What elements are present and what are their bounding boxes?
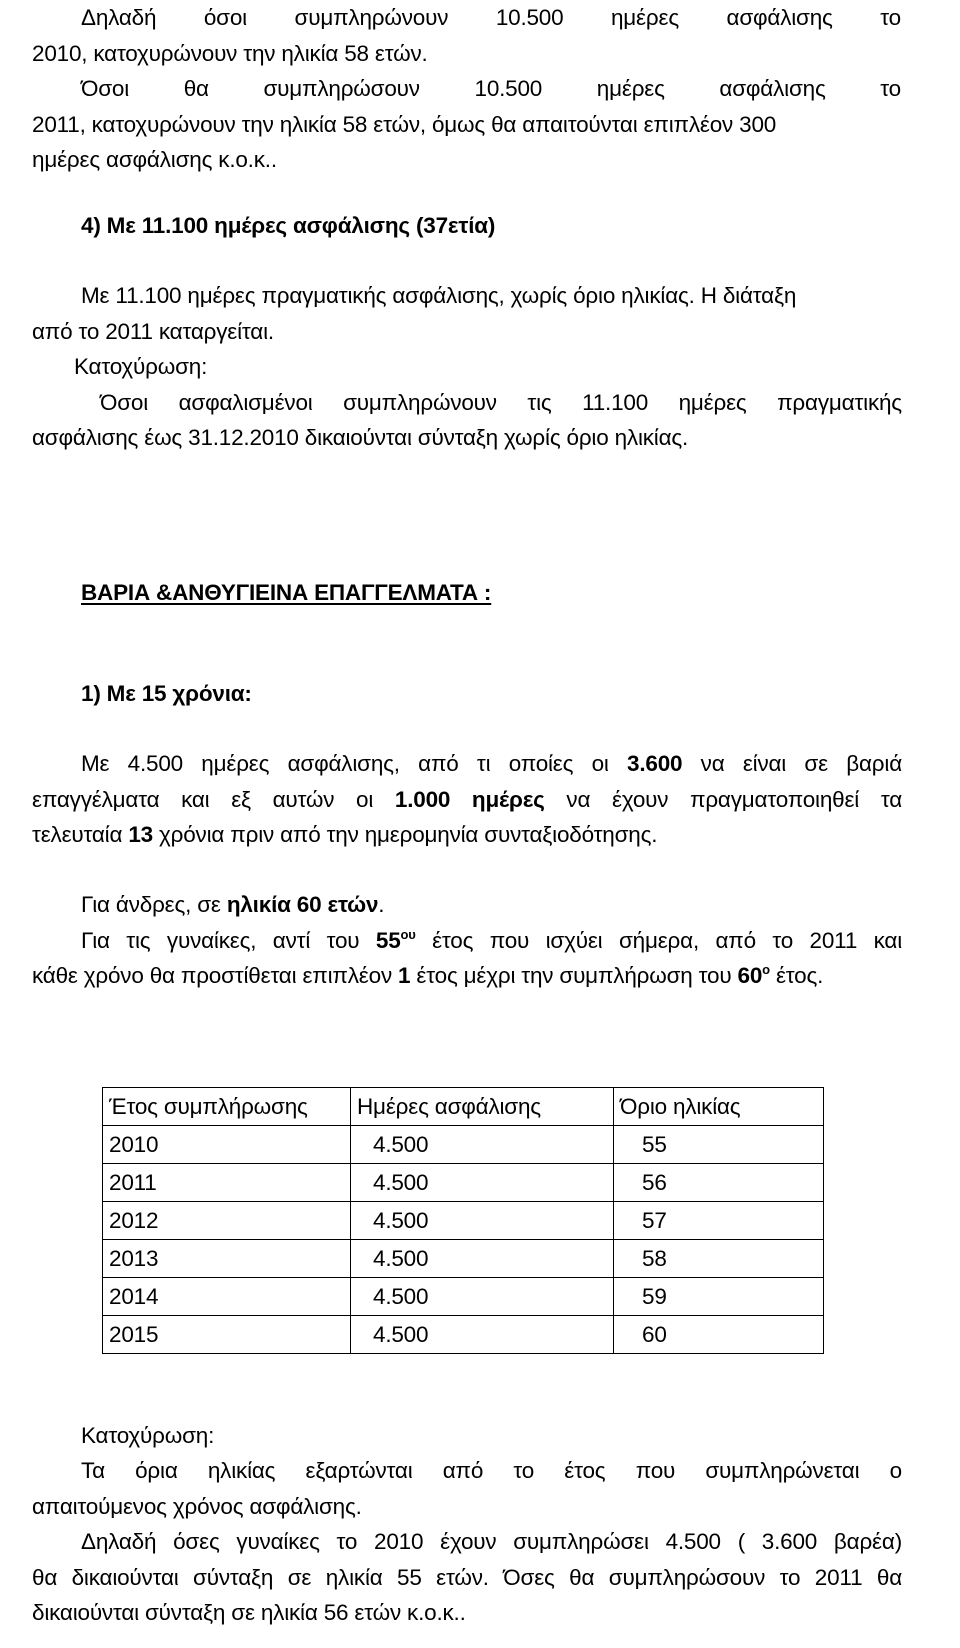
text: Με 4.500 ημέρες ασφάλισης, από τι οποίες οι xyxy=(81,751,628,776)
para1-line3 xyxy=(81,75,901,103)
word: ημέρες xyxy=(596,76,665,101)
table-row xyxy=(103,1164,824,1202)
para1-line2: 2010, κατοχυρώνουν την ηλικία 58 ετών. xyxy=(32,41,428,66)
table-cell-days: 4.500 xyxy=(351,1202,614,1240)
word: που xyxy=(635,1458,676,1483)
table-cell-days: 4.500 xyxy=(351,1126,614,1164)
text: επαγγέλματα και εξ αυτών οι xyxy=(32,787,395,812)
closing-line1 xyxy=(81,1457,902,1485)
text-bold: 60 xyxy=(737,963,763,988)
table-cell-year: 2015 xyxy=(103,1316,351,1354)
text-bold: 3.600 xyxy=(627,751,683,776)
section4-line4: ασφάλισης έως 31.12.2010 δικαιούνται σύνταξη χωρίς όριο ηλικίας. xyxy=(32,425,689,450)
women-line2 xyxy=(32,962,823,990)
word: όσοι xyxy=(203,5,247,30)
superscript: ο xyxy=(762,962,770,977)
word: συμπληρώνουν xyxy=(343,390,497,415)
heavy-para-line2 xyxy=(32,786,902,814)
heavy-subheading: 1) Με 15 χρόνια: xyxy=(81,681,252,706)
text: κάθε χρόνο θα προστίθεται επιπλέον xyxy=(32,963,399,988)
section4-line3 xyxy=(100,389,902,417)
table-cell-age: 56 xyxy=(614,1164,824,1202)
text: έτος. xyxy=(769,963,824,988)
text: Για τις γυναίκες, αντί του xyxy=(81,928,376,953)
table-row xyxy=(103,1240,824,1278)
word: Τα xyxy=(81,1458,105,1483)
closing-line2: απαιτούμενος χρόνος ασφάλισης. xyxy=(32,1494,362,1519)
table-cell-age: 59 xyxy=(614,1278,824,1316)
word: Δηλαδή xyxy=(81,5,157,30)
section4-line1: Με 11.100 ημέρες πραγματικής ασφάλισης, χωρίς όριο ηλικίας. Η διάταξη xyxy=(81,283,797,308)
table-cell-days: 4.500 xyxy=(351,1164,614,1202)
table-header-days: Ημέρες ασφάλισης xyxy=(351,1088,614,1126)
section4-heading: 4) Με 11.100 ημέρες ασφάλισης (37ετία) xyxy=(81,213,496,238)
para1-line5: ημέρες ασφάλισης κ.ο.κ.. xyxy=(32,147,277,172)
word: ασφάλισης xyxy=(726,5,833,30)
heavy-para-line1 xyxy=(81,750,902,778)
table-row xyxy=(103,1316,824,1354)
table-cell-year: 2011 xyxy=(103,1164,351,1202)
word: τις xyxy=(527,390,552,415)
text: Για άνδρες, σε xyxy=(81,892,227,917)
text: τελευταία xyxy=(32,822,129,847)
section4-label: Κατοχύρωση: xyxy=(74,354,208,379)
word: ασφαλισμένοι xyxy=(178,390,313,415)
word: συμπληρώνουν xyxy=(294,5,449,30)
word: όρια xyxy=(135,1458,178,1483)
word: ασφάλισης xyxy=(719,76,826,101)
text-bold: 13 xyxy=(128,822,153,847)
text-bold: 1 xyxy=(398,963,411,988)
text: να είναι σε βαριά xyxy=(682,751,903,776)
word: 11.100 xyxy=(582,390,649,415)
age-limit-table xyxy=(102,1087,824,1354)
heavy-title: ΒΑΡΙΑ &ΑΝΘΥΓΙΕΙΝΑ ΕΠΑΓΓΕΛΜΑΤΑ : xyxy=(81,580,492,605)
men-line xyxy=(81,891,384,919)
para1-line1 xyxy=(81,4,901,32)
word: συμπληρώσουν xyxy=(263,76,420,101)
closing-line3: Δηλαδή όσες γυναίκες το 2010 έχουν συμπληρώσει 4.500 ( 3.600 βαρέα) xyxy=(81,1529,902,1554)
closing-label: Κατοχύρωση: xyxy=(81,1423,215,1448)
table-cell-age: 60 xyxy=(614,1316,824,1354)
table-cell-days: 4.500 xyxy=(351,1278,614,1316)
word: 10.500 xyxy=(495,5,564,30)
word: ημέρες xyxy=(610,5,679,30)
superscript: ου xyxy=(400,927,416,942)
word: ο xyxy=(889,1458,902,1483)
table-header-row xyxy=(103,1088,824,1126)
para1-line4: 2011, κατοχυρώνουν την ηλικία 58 ετών, όμως θα απαιτούνται επιπλέον 300 xyxy=(32,112,777,137)
text-bold: ηλικία 60 ετών xyxy=(226,892,379,917)
section4-line2: από το 2011 καταργείται. xyxy=(32,319,274,344)
word: το xyxy=(880,5,901,30)
closing-line5: δικαιούνται σύνταξη σε ηλικία 56 ετών κ.ο.κ.. xyxy=(32,1600,466,1625)
word: έτος xyxy=(564,1458,606,1483)
text-bold: 1.000 ημέρες xyxy=(394,787,545,812)
table-cell-year: 2012 xyxy=(103,1202,351,1240)
table-cell-year: 2010 xyxy=(103,1126,351,1164)
table-cell-year: 2013 xyxy=(103,1240,351,1278)
word: Όσοι xyxy=(100,390,149,415)
table-cell-days: 4.500 xyxy=(351,1316,614,1354)
table-cell-days: 4.500 xyxy=(351,1240,614,1278)
word: ημέρες xyxy=(678,390,747,415)
text: έτος μέχρι την συμπλήρωση του xyxy=(410,963,738,988)
closing-line4: θα δικαιούνται σύνταξη σε ηλικία 55 ετών. Όσες θα συμπληρώσουν το 2011 θα xyxy=(32,1565,902,1590)
word: το xyxy=(513,1458,535,1483)
table-cell-age: 57 xyxy=(614,1202,824,1240)
table-header-age: Όριο ηλικίας xyxy=(614,1088,824,1126)
word: πραγματικής xyxy=(777,390,902,415)
word: Όσοι xyxy=(81,76,130,101)
word: θα xyxy=(183,76,209,101)
table-row xyxy=(103,1126,824,1164)
heavy-para-line3 xyxy=(32,821,657,849)
table-row xyxy=(103,1278,824,1316)
word: το xyxy=(880,76,901,101)
text: . xyxy=(378,892,385,917)
table-header-year: Έτος συμπλήρωσης xyxy=(103,1088,351,1126)
table-cell-age: 58 xyxy=(614,1240,824,1278)
word: από xyxy=(442,1458,484,1483)
text: έτος που ισχύει σήμερα, από το 2011 και xyxy=(415,928,902,953)
table-cell-age: 55 xyxy=(614,1126,824,1164)
text: να έχουν πραγματοποιηθεί τα xyxy=(544,787,903,812)
word: συμπληρώνεται xyxy=(705,1458,860,1483)
text: χρόνια πριν από την ημερομηνία συνταξιοδότησης. xyxy=(152,822,658,847)
word: 10.500 xyxy=(474,76,543,101)
table-cell-year: 2014 xyxy=(103,1278,351,1316)
table-row xyxy=(103,1202,824,1240)
women-line1 xyxy=(81,927,902,955)
text-bold: 55 xyxy=(375,928,401,953)
word: εξαρτώνται xyxy=(305,1458,413,1483)
word: ηλικίας xyxy=(207,1458,276,1483)
